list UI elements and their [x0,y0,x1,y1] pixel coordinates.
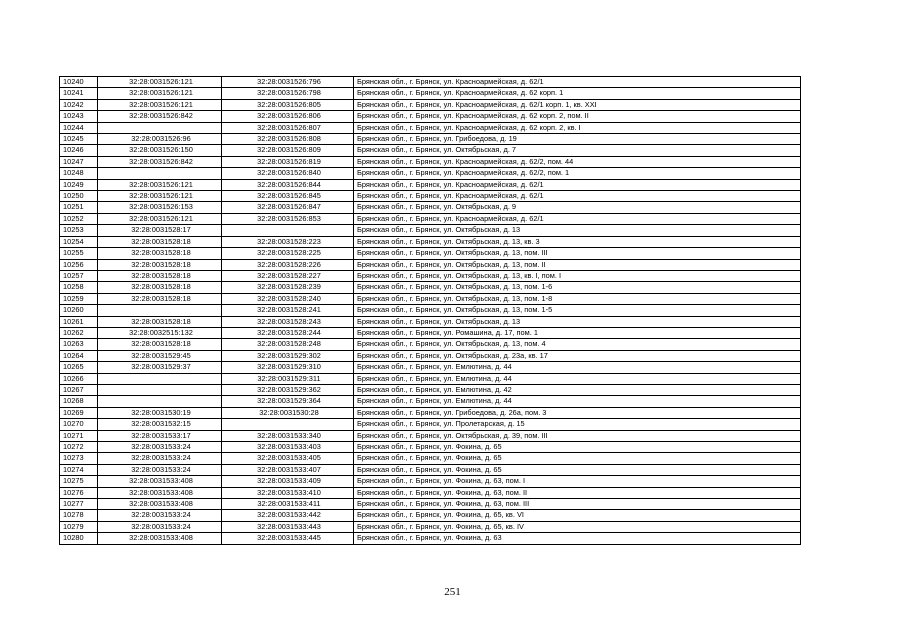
cadastral-number-cell: 32:28:0031529:364 [222,396,354,407]
table-row [60,282,801,293]
table-row [60,259,801,270]
cadastral-number-cell: 32:28:0031526:798 [222,88,354,99]
cadastral-number-cell: 32:28:0031526:796 [222,77,354,88]
row-number-cell: 10264 [60,350,98,361]
cadastral-quarter-cell: 32:28:0031526:842 [98,156,222,167]
table-row [60,248,801,259]
address-cell: Брянская обл., г. Брянск, ул. Емлютина, д. 44 [354,373,801,384]
address-cell: Брянская обл., г. Брянск, ул. Красноармейская, д. 62/1 корп. 1, кв. XXI [354,99,801,110]
cadastral-quarter-cell: 32:28:0031529:45 [98,350,222,361]
cadastral-number-cell: 32:28:0031529:302 [222,350,354,361]
cadastral-number-cell: 32:28:0031528:226 [222,259,354,270]
row-number-cell: 10272 [60,442,98,453]
table-row [60,487,801,498]
cadastral-quarter-cell: 32:28:0031528:18 [98,270,222,281]
address-cell: Брянская обл., г. Брянск, ул. Фокина, д. 65 [354,442,801,453]
cadastral-quarter-cell [98,384,222,395]
row-number-cell: 10249 [60,179,98,190]
address-cell: Брянская обл., г. Брянск, ул. Красноармейская, д. 62/1 [354,213,801,224]
row-number-cell: 10273 [60,453,98,464]
cadastral-quarter-cell: 32:28:0031529:37 [98,362,222,373]
row-number-cell: 10257 [60,270,98,281]
row-number-cell: 10258 [60,282,98,293]
cadastral-quarter-cell: 32:28:0031528:18 [98,282,222,293]
row-number-cell: 10274 [60,464,98,475]
cadastral-quarter-cell: 32:28:0031528:18 [98,316,222,327]
cadastral-quarter-cell: 32:28:0031526:121 [98,179,222,190]
cadastral-quarter-cell: 32:28:0031526:121 [98,77,222,88]
cadastral-quarter-cell: 32:28:0031533:408 [98,533,222,544]
table-row [60,521,801,532]
cadastral-number-cell: 32:28:0031530:28 [222,407,354,418]
table-row [60,305,801,316]
cadastral-number-cell: 32:28:0031533:442 [222,510,354,521]
cadastral-number-cell: 32:28:0031528:225 [222,248,354,259]
page-number: 251 [444,586,461,598]
row-number-cell: 10244 [60,122,98,133]
row-number-cell: 10261 [60,316,98,327]
table-row [60,156,801,167]
address-cell: Брянская обл., г. Брянск, ул. Емлютина, д. 44 [354,396,801,407]
row-number-cell: 10277 [60,499,98,510]
row-number-cell: 10260 [60,305,98,316]
row-number-cell: 10276 [60,487,98,498]
cadastral-quarter-cell: 32:28:0031533:24 [98,453,222,464]
cadastral-quarter-cell: 32:28:0032515:132 [98,327,222,338]
table-row [60,270,801,281]
cadastral-number-cell: 32:28:0031533:403 [222,442,354,453]
row-number-cell: 10253 [60,225,98,236]
row-number-cell: 10266 [60,373,98,384]
address-cell: Брянская обл., г. Брянск, ул. Октябрьская, д. 13, кв. I, пом. I [354,270,801,281]
cadastral-number-cell: 32:28:0031529:311 [222,373,354,384]
table-row [60,396,801,407]
cadastral-quarter-cell: 32:28:0031533:408 [98,476,222,487]
table-row [60,430,801,441]
address-cell: Брянская обл., г. Брянск, ул. Красноармейская, д. 62/1 [354,191,801,202]
row-number-cell: 10271 [60,430,98,441]
cadastral-number-cell: 32:28:0031528:223 [222,236,354,247]
table-row [60,225,801,236]
registry-table-body [60,77,801,545]
cadastral-quarter-cell: 32:28:0031526:842 [98,111,222,122]
cadastral-number-cell: 32:28:0031528:243 [222,316,354,327]
row-number-cell: 10279 [60,521,98,532]
cadastral-quarter-cell: 32:28:0031533:24 [98,521,222,532]
row-number-cell: 10275 [60,476,98,487]
cadastral-quarter-cell: 32:28:0031526:153 [98,202,222,213]
table-row [60,145,801,156]
cadastral-number-cell: 32:28:0031526:808 [222,134,354,145]
row-number-cell: 10248 [60,168,98,179]
address-cell: Брянская обл., г. Брянск, ул. Октябрьская, д. 23а, кв. 17 [354,350,801,361]
cadastral-quarter-cell: 32:28:0031526:150 [98,145,222,156]
table-row [60,236,801,247]
cadastral-quarter-cell: 32:28:0031526:121 [98,99,222,110]
cadastral-number-cell: 32:28:0031533:443 [222,521,354,532]
table-row [60,122,801,133]
address-cell: Брянская обл., г. Брянск, ул. Красноармейская, д. 62/2, пом. 44 [354,156,801,167]
cadastral-quarter-cell: 32:28:0031528:18 [98,339,222,350]
cadastral-number-cell: 32:28:0031526:807 [222,122,354,133]
cadastral-quarter-cell: 32:28:0031528:17 [98,225,222,236]
cadastral-number-cell [222,225,354,236]
row-number-cell: 10242 [60,99,98,110]
row-number-cell: 10265 [60,362,98,373]
row-number-cell: 10262 [60,327,98,338]
address-cell: Брянская обл., г. Брянск, ул. Фокина, д. 65 [354,464,801,475]
cadastral-quarter-cell [98,396,222,407]
table-row [60,88,801,99]
address-cell: Брянская обл., г. Брянск, ул. Красноармейская, д. 62 корп. 2, пом. II [354,111,801,122]
table-row [60,111,801,122]
address-cell: Брянская обл., г. Брянск, ул. Емлютина, д. 44 [354,362,801,373]
cadastral-quarter-cell: 32:28:0031533:24 [98,464,222,475]
cadastral-quarter-cell: 32:28:0031533:408 [98,487,222,498]
cadastral-number-cell: 32:28:0031528:227 [222,270,354,281]
address-cell: Брянская обл., г. Брянск, ул. Октябрьская, д. 7 [354,145,801,156]
cadastral-number-cell: 32:28:0031526:819 [222,156,354,167]
cadastral-number-cell: 32:28:0031526:806 [222,111,354,122]
table-row [60,293,801,304]
address-cell: Брянская обл., г. Брянск, ул. Фокина, д. 63 [354,533,801,544]
cadastral-number-cell: 32:28:0031529:362 [222,384,354,395]
cadastral-number-cell: 32:28:0031526:853 [222,213,354,224]
address-cell: Брянская обл., г. Брянск, ул. Грибоедова, д. 19 [354,134,801,145]
table-row [60,453,801,464]
cadastral-quarter-cell: 32:28:0031526:121 [98,213,222,224]
table-row [60,191,801,202]
address-cell: Брянская обл., г. Брянск, ул. Емлютина, д. 42 [354,384,801,395]
table-row [60,442,801,453]
cadastral-quarter-cell: 32:28:0031526:96 [98,134,222,145]
table-row [60,168,801,179]
address-cell: Брянская обл., г. Брянск, ул. Октябрьская, д. 13 [354,316,801,327]
address-cell: Брянская обл., г. Брянск, ул. Фокина, д. 65, кв. VI [354,510,801,521]
row-number-cell: 10254 [60,236,98,247]
row-number-cell: 10251 [60,202,98,213]
address-cell: Брянская обл., г. Брянск, ул. Октябрьская, д. 13, пом. 1-8 [354,293,801,304]
cadastral-quarter-cell [98,373,222,384]
cadastral-number-cell: 32:28:0031526:840 [222,168,354,179]
table-row [60,510,801,521]
table-row [60,339,801,350]
row-number-cell: 10245 [60,134,98,145]
cadastral-number-cell: 32:28:0031528:239 [222,282,354,293]
row-number-cell: 10247 [60,156,98,167]
address-cell: Брянская обл., г. Брянск, ул. Октябрьская, д. 39, пом. III [354,430,801,441]
address-cell: Брянская обл., г. Брянск, ул. Красноармейская, д. 62 корп. 1 [354,88,801,99]
cadastral-quarter-cell: 32:28:0031528:18 [98,236,222,247]
cadastral-number-cell: 32:28:0031533:407 [222,464,354,475]
table-row [60,213,801,224]
cadastral-quarter-cell: 32:28:0031526:121 [98,88,222,99]
cadastral-number-cell: 32:28:0031533:410 [222,487,354,498]
table-row [60,533,801,544]
cadastral-quarter-cell [98,122,222,133]
cadastral-quarter-cell: 32:28:0031530:19 [98,407,222,418]
address-cell: Брянская обл., г. Брянск, ул. Октябрьская, д. 13, пом. 4 [354,339,801,350]
cadastral-number-cell: 32:28:0031528:241 [222,305,354,316]
row-number-cell: 10267 [60,384,98,395]
table-row [60,202,801,213]
table-row [60,464,801,475]
address-cell: Брянская обл., г. Брянск, ул. Октябрьская, д. 13, кв. 3 [354,236,801,247]
address-cell: Брянская обл., г. Брянск, ул. Фокина, д. 63, пом. II [354,487,801,498]
table-row [60,407,801,418]
cadastral-quarter-cell: 32:28:0031533:17 [98,430,222,441]
address-cell: Брянская обл., г. Брянск, ул. Пролетарская, д. 15 [354,419,801,430]
table-row [60,99,801,110]
address-cell: Брянская обл., г. Брянск, ул. Красноармейская, д. 62/1 [354,179,801,190]
row-number-cell: 10269 [60,407,98,418]
row-number-cell: 10252 [60,213,98,224]
row-number-cell: 10255 [60,248,98,259]
table-row [60,350,801,361]
cadastral-number-cell: 32:28:0031533:405 [222,453,354,464]
row-number-cell: 10256 [60,259,98,270]
address-cell: Брянская обл., г. Брянск, ул. Красноармейская, д. 62/1 [354,77,801,88]
row-number-cell: 10243 [60,111,98,122]
cadastral-number-cell: 32:28:0031529:310 [222,362,354,373]
table-row [60,327,801,338]
cadastral-quarter-cell: 32:28:0031528:18 [98,259,222,270]
row-number-cell: 10240 [60,77,98,88]
cadastral-number-cell: 32:28:0031528:244 [222,327,354,338]
table-row [60,384,801,395]
row-number-cell: 10263 [60,339,98,350]
address-cell: Брянская обл., г. Брянск, ул. Грибоедова, д. 26а, пом. 3 [354,407,801,418]
cadastral-number-cell: 32:28:0031533:409 [222,476,354,487]
cadastral-quarter-cell: 32:28:0031533:24 [98,442,222,453]
cadastral-quarter-cell: 32:28:0031533:24 [98,510,222,521]
cadastral-quarter-cell: 32:28:0031532:15 [98,419,222,430]
cadastral-number-cell: 32:28:0031528:240 [222,293,354,304]
address-cell: Брянская обл., г. Брянск, ул. Фокина, д. 65, кв. IV [354,521,801,532]
address-cell: Брянская обл., г. Брянск, ул. Октябрьская, д. 13, пом. III [354,248,801,259]
cadastral-number-cell: 32:28:0031528:248 [222,339,354,350]
address-cell: Брянская обл., г. Брянск, ул. Красноармейская, д. 62 корп. 2, кв. I [354,122,801,133]
cadastral-number-cell: 32:28:0031533:411 [222,499,354,510]
cadastral-number-cell: 32:28:0031526:845 [222,191,354,202]
row-number-cell: 10280 [60,533,98,544]
row-number-cell: 10250 [60,191,98,202]
table-row [60,362,801,373]
cadastral-number-cell: 32:28:0031533:340 [222,430,354,441]
table-row [60,419,801,430]
address-cell: Брянская обл., г. Брянск, ул. Октябрьская, д. 13, пом. II [354,259,801,270]
cadastral-quarter-cell: 32:28:0031526:121 [98,191,222,202]
table-row [60,499,801,510]
cadastral-number-cell: 32:28:0031526:844 [222,179,354,190]
address-cell: Брянская обл., г. Брянск, ул. Октябрьская, д. 13 [354,225,801,236]
cadastral-quarter-cell: 32:28:0031528:18 [98,293,222,304]
row-number-cell: 10246 [60,145,98,156]
cadastral-quarter-cell: 32:28:0031528:18 [98,248,222,259]
row-number-cell: 10270 [60,419,98,430]
address-cell: Брянская обл., г. Брянск, ул. Красноармейская, д. 62/2, пом. 1 [354,168,801,179]
cadastral-number-cell: 32:28:0031526:809 [222,145,354,156]
cadastral-quarter-cell [98,168,222,179]
table-row [60,77,801,88]
row-number-cell: 10278 [60,510,98,521]
address-cell: Брянская обл., г. Брянск, ул. Фокина, д. 63, пом. I [354,476,801,487]
table-row [60,373,801,384]
table-row [60,134,801,145]
address-cell: Брянская обл., г. Брянск, ул. Ромашина, д. 17, пом. 1 [354,327,801,338]
address-cell: Брянская обл., г. Брянск, ул. Октябрьская, д. 13, пом. 1-6 [354,282,801,293]
cadastral-quarter-cell: 32:28:0031533:408 [98,499,222,510]
cadastral-quarter-cell [98,305,222,316]
address-cell: Брянская обл., г. Брянск, ул. Фокина, д. 63, пом. III [354,499,801,510]
address-cell: Брянская обл., г. Брянск, ул. Октябрьская, д. 13, пом. 1-5 [354,305,801,316]
address-cell: Брянская обл., г. Брянск, ул. Фокина, д. 65 [354,453,801,464]
row-number-cell: 10241 [60,88,98,99]
cadastral-number-cell: 32:28:0031526:847 [222,202,354,213]
row-number-cell: 10259 [60,293,98,304]
registry-table [59,76,801,545]
table-row [60,316,801,327]
table-row [60,179,801,190]
row-number-cell: 10268 [60,396,98,407]
cadastral-number-cell [222,419,354,430]
cadastral-number-cell: 32:28:0031533:445 [222,533,354,544]
cadastral-number-cell: 32:28:0031526:805 [222,99,354,110]
address-cell: Брянская обл., г. Брянск, ул. Октябрьская, д. 9 [354,202,801,213]
table-row [60,476,801,487]
